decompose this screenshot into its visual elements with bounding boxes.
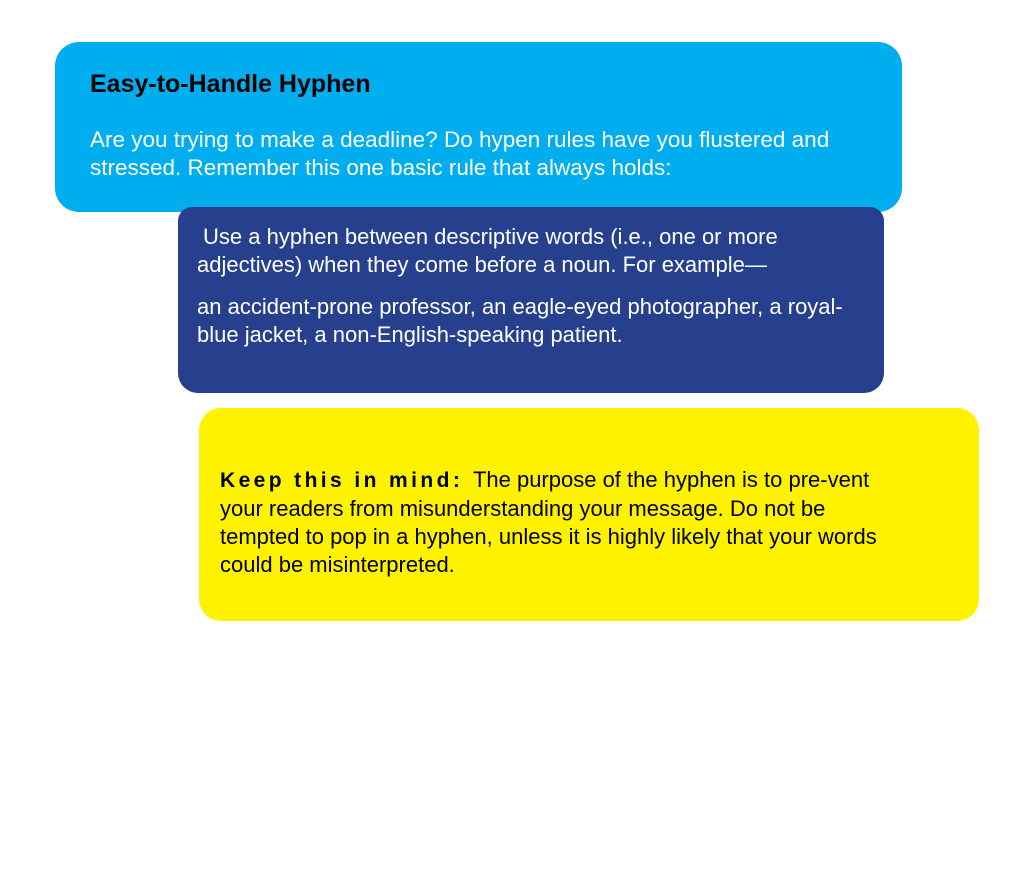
tip-paragraph xyxy=(220,466,910,579)
intro-paragraph: Are you trying to make a deadline? Do hypen rules have you flustered and stressed. Remember this one basic rule that always holds: xyxy=(90,127,830,180)
intro-panel xyxy=(55,42,902,212)
rule-paragraph: Use a hyphen between descriptive words (i.e., one or more adjectives) when they come before a noun. For example— xyxy=(197,224,778,277)
rule-panel xyxy=(178,207,884,393)
examples-paragraph: an accident-prone professor, an eagle-eyed photographer, a royal-blue jacket, a non-English-speaking patient. xyxy=(197,294,843,347)
tip-panel xyxy=(199,408,979,621)
tip-text: The purpose of the hyphen is to pre-vent your readers from misunderstanding your message. Do not be tempted to pop in a hyphen, unless it is highly likely that your words could be misinterpreted. xyxy=(220,467,877,577)
page-title: Easy-to-Handle Hyphen xyxy=(90,70,371,98)
tip-label: Keep this in mind: xyxy=(220,469,464,492)
